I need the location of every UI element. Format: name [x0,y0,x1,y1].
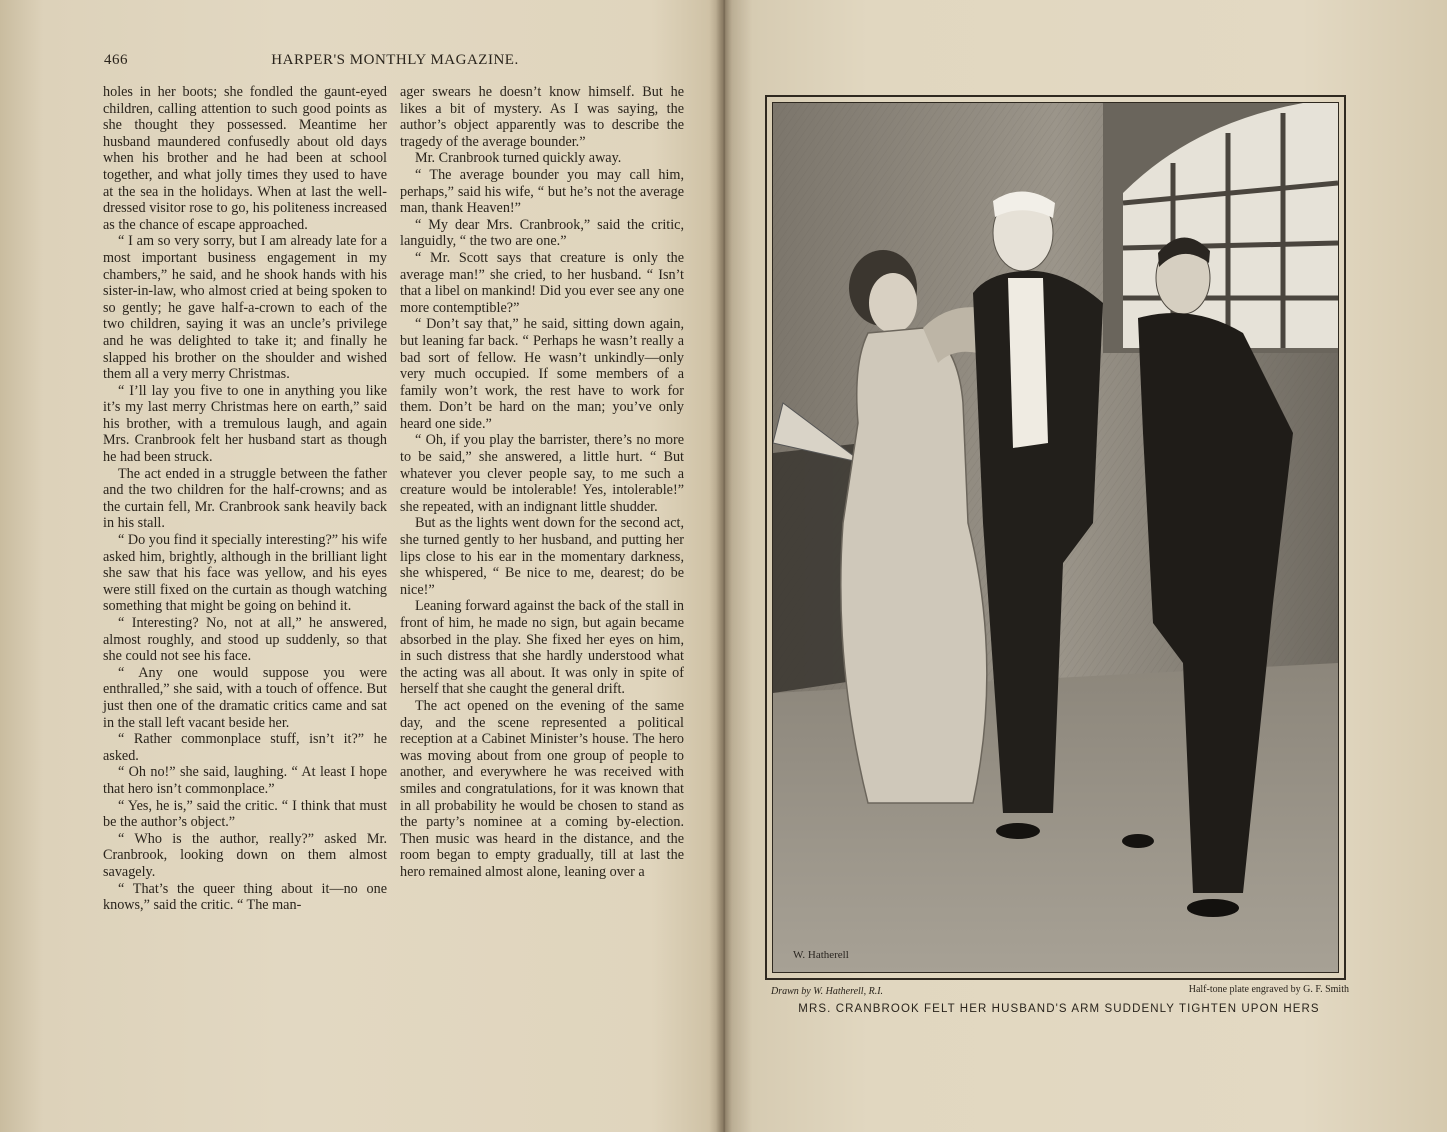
paragraph: holes in her boots; she fondled the gaunt-eyed children, calling attention to such good points as she thought they possessed. Meantime her husband maundered confusedly about old days when his brother and he had been at school together, and what jolly times they used to have at the sea in the holidays. When at last the well-dressed visitor rose to go, his politeness increased as the chance of escape approached. [103,84,387,233]
paragraph: “ Interesting? No, not at all,” he answered, almost roughly, and stood up suddenly, so that she could not see his face. [103,615,387,665]
paragraph: But as the lights went down for the second act, she turned gently to her husband, and putting her lips close to his ear in the momentary darkness, she whispered, “ Be nice to me, dearest; do be nice!” [400,515,684,598]
page-number: 466 [104,52,128,68]
magazine-title: HARPER'S MONTHLY MAGAZINE. [271,52,519,68]
paragraph: “ Rather commonplace stuff, isn’t it?” he asked. [103,731,387,764]
paragraph: “ That’s the queer thing about it—no one knows,” said the critic. “ The man- [103,880,387,914]
engraver-credit: Half-tone plate engraved by G. F. Smith [1188,984,1349,995]
book-gutter [716,0,732,1132]
illustration-plate [772,102,1339,973]
paragraph: ager swears he doesn’t know himself. But he likes a bit of mystery. As I was saying, the author’s object apparently was to describe the tragedy of the average bounder.” [400,84,684,150]
paragraph: “ Do you find it specially interesting?” his wife asked him, brightly, although in the brilliant light she saw that his face was yellow, and his eyes were still fixed on the curtain as though watching something that might be going on behind it. [103,532,387,615]
paragraph: “ Don’t say that,” he said, sitting down again, but leaning far back. “ Perhaps he wasn’t really a bad sort of fellow. He wasn’t unkindly—only very much occupied. If some members of a family won’t work, the rest have to work for them. Don’t be hard on the man; you’ve only heard one side.” [400,316,684,432]
artist-signature: W. Hatherell [793,949,849,961]
paragraph: “ Yes, he is,” said the critic. “ I think that must be the author’s object.” [103,797,387,831]
paragraph: Mr. Cranbrook turned quickly away. [415,150,622,167]
paragraph: “ Oh, if you play the barrister, there’s no more to be said,” she answered, a little hurt. “ But whatever you clever people say, to me such a creature would be intolerable! Yes, intolerable!” she repeated, with an indignant little shudder. [400,432,684,515]
paragraph: “ Oh no!” she said, laughing. “ At least I hope that hero isn’t commonplace.” [103,764,387,797]
illustration-caption: MRS. CRANBROOK FELT HER HUSBAND'S ARM SUDDENLY TIGHTEN UPON HERS [798,1003,1320,1015]
paragraph: “ I am so very sorry, but I am already late for a most important business engagement in my chambers,” he said, and he shook hands with his sister-in-law, who almost cried at being spoken to so gently; he gave half-a-crown to each of the two children, saying it was an uncle’s privilege and he was delighted to take it; and finally he slapped his brother on the shoulder and wished them all a very merry Christmas. [103,233,387,383]
paragraph: “ Who is the author, really?” asked Mr. Cranbrook, looking down on them almost savagely. [103,830,387,880]
paragraph: “ Mr. Scott says that creature is only the average man!” she cried, to her husband. “ Isn’t that a libel on mankind! Did you ever see any one more contemptible?” [400,249,684,316]
paragraph: “ Any one would suppose you were enthralled,” she said, with a touch of offence. But just then one of the dramatic critics came and sat in the stall left vacant beside her. [103,664,387,731]
paragraph: The act opened on the evening of the same day, and the scene represented a political reception at a Cabinet Minister’s house. The hero was moving about from one group of people to another, and everywhere he was received with smiles and congratulations, for it was known that in all probability he would be chosen to stand as the party’s nominee at a coming by-election. Then music was heard in the distance, and the room began to empty gradually, till at last the hero remained almost alone, leaning over a [400,697,684,880]
text-column-right [400,84,684,881]
paragraph: Leaning forward against the back of the stall in front of him, he made no sign, but again became absorbed in the play. She fixed her eyes on him, in such distress that she hardly understood what the acting was all about. It was only in spite of herself that she caught the general drift. [400,598,684,698]
paragraph: “ The average bounder you may call him, perhaps,” said his wife, “ but he’s not the average man, thank Heaven!” [400,166,684,217]
paragraph: “ My dear Mrs. Cranbrook,” said the critic, languidly, “ the two are one.” [400,216,684,250]
running-head [104,52,686,72]
illustration-drawing [773,103,1338,972]
artist-credit: Drawn by W. Hatherell, R.I. [771,986,884,997]
paragraph: “ I’ll lay you five to one in anything you like it’s my last merry Christmas here on earth,” said his brother, with a tremulous laugh, and again Mrs. Cranbrook felt her husband start as though he had been struck. [103,382,387,466]
text-column-left [103,84,387,914]
paragraph: The act ended in a struggle between the father and the two children for the half-crowns; and as the curtain fell, Mr. Cranbrook sank heavily back in his stall. [103,465,387,532]
